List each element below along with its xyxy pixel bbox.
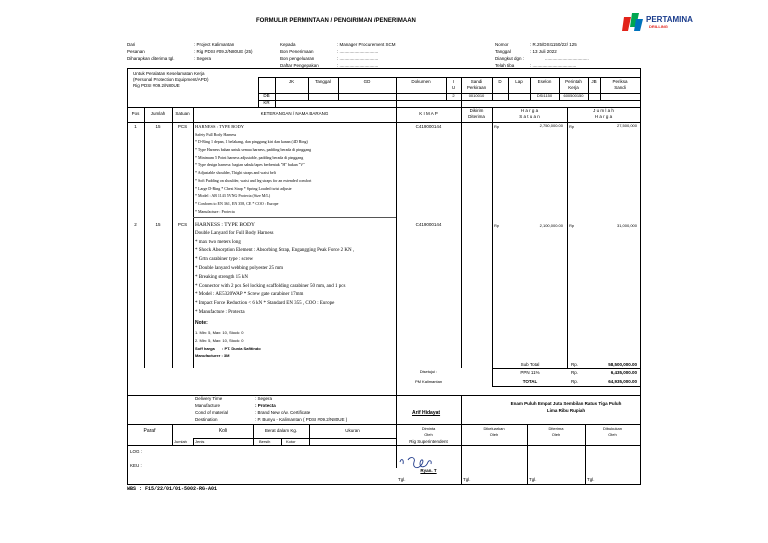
- total-value: 64,935,000.00: [608, 379, 637, 384]
- note-line: 2. Min: 5, Max: 10, Stock: 0: [195, 338, 244, 343]
- item-rp: Rp: [569, 223, 575, 228]
- small-table-row-label: KR: [263, 100, 270, 105]
- col-kimap-header: K I M A P: [419, 111, 438, 116]
- header-label: Diangkut dgn :: [495, 56, 525, 61]
- rig-sup-label: Rig Superintendent: [409, 439, 448, 444]
- bersih-subheader: Bersih: [259, 439, 271, 444]
- item-line: * Soft Padding on shoulder, waist and leg straps for an extended comfort: [195, 177, 312, 183]
- item-total: 27,500,000: [616, 123, 637, 128]
- delivery-label: Manufacture: [195, 403, 221, 408]
- item-line: Safety Full Body Harness: [195, 131, 237, 137]
- header-value: : Rig PDSI #09.2/N80UE (25): [194, 49, 253, 54]
- small-table-header: Tanggal: [315, 79, 331, 84]
- item-kimap: C419000144: [415, 222, 442, 227]
- small-table-header: D: [498, 79, 502, 84]
- item-kimap: C419000144: [415, 124, 442, 129]
- delivery-label: Destination: [195, 417, 218, 422]
- item-rp: Rp: [494, 124, 500, 129]
- small-table-row-label: DB: [263, 93, 270, 98]
- jumlah-subheader: Jumlah: [174, 439, 187, 444]
- total-rp: Rp.: [571, 379, 579, 384]
- header-label: Telah tiba: [495, 63, 515, 68]
- header-value: : ...............................: [337, 56, 379, 61]
- note-soft-harga-label: Soff harga: [195, 346, 215, 351]
- header-label: Diharapkan diterima tgl.: [127, 56, 175, 61]
- subtotal-rp: Rp.: [571, 362, 579, 367]
- purpose-line: Rig PDSI #09.2/N80UE: [133, 83, 180, 88]
- rig-sup-name: Ryan. T: [420, 468, 437, 473]
- header-value: : Segera: [194, 56, 212, 61]
- col-dikirim-header: Dikirim Diterima: [468, 108, 485, 120]
- signer-name: Arif Hidayat: [412, 410, 441, 416]
- small-table-cell: 0010010: [468, 93, 485, 98]
- header-label: Kepada: [280, 42, 296, 47]
- col-keterangan-header: KETERANGAN / NAMA BARANG: [260, 111, 329, 116]
- ppn-value: 6,435,000.00: [610, 370, 637, 375]
- item-description: [195, 222, 354, 319]
- item-description: [195, 124, 311, 216]
- purpose-line: (Personal Protection Equipment/APD): [133, 77, 209, 82]
- item-line: * Type design harness: bagian sabuk/tapes berbentuk "H" bukan "V": [195, 162, 305, 168]
- approved-label: Disetujui :: [419, 369, 438, 374]
- keu-label: KEU :: [130, 463, 142, 468]
- item-line: HARNESS : TYPE BODY: [195, 222, 255, 228]
- item-line: * Grtn carabiner type : screw: [195, 257, 254, 263]
- subtotal-label: Sub Total: [520, 362, 540, 367]
- header-label: Tanggal: [495, 49, 511, 54]
- item-line: * Connector with 2 pcs Sel locking scaffolding carabiner 50 mm, and 1 pcs: [195, 283, 346, 289]
- note-manufacturer: Manufacturer : 3M: [195, 353, 230, 358]
- delivery-label: Delivery Time: [195, 396, 223, 401]
- item-pos: 2: [134, 222, 137, 227]
- header-value: : ...................................: [530, 63, 577, 68]
- small-table-header: JK: [288, 79, 295, 84]
- dikeluarkan-header: Dikeluarkan Oleh: [483, 426, 505, 437]
- item-line: * Type Harness bahan untuk semua harness, padding berada di pinggang: [195, 147, 312, 153]
- item-rp: Rp: [569, 124, 575, 129]
- small-table-header: Eselon: [537, 79, 552, 84]
- small-table-header: Periksa Sandi: [612, 79, 628, 91]
- col-jumlah-harga-header: J u m l a h H a r g a: [593, 108, 614, 120]
- item-line: * Shock Absorption Element : Absorbing Strap, Engangging Peak Force 2 KN ,: [195, 248, 355, 254]
- item-line: * Model : AB 1143 5VNG Protecta (Size M/L): [195, 193, 271, 199]
- tgl-label: Tgl.: [587, 477, 595, 482]
- small-table-header: Dokumen: [411, 79, 431, 84]
- item-line: * Large D-Ring * Chest Strap * Spring Loaded twist adjuste: [195, 185, 292, 191]
- kotor-subheader: Kotor: [286, 439, 296, 444]
- small-table-header: Sandi Perkiraan: [466, 79, 487, 91]
- item-line: * Impact Force Reduction < 6 kN * Standard EN 355 , COO : Europe: [195, 301, 335, 307]
- header-label: Daftar Pengepakan: [280, 63, 319, 68]
- paraf-header: Paraf: [143, 428, 156, 434]
- item-qty: 15: [155, 124, 161, 129]
- small-table-cell: DSI1150: [536, 93, 553, 98]
- delivery-value: : Brand New c/w. Certificate: [255, 410, 311, 415]
- pertamina-logo-icon: [622, 11, 644, 33]
- item-line: * Breaking strength 15 kN: [195, 274, 249, 280]
- header-label: Dari: [127, 42, 136, 47]
- small-table-header: I U: [451, 79, 456, 91]
- item-line: * Model : AE5320WAP * Screw gate carabiner 17mm: [195, 292, 304, 298]
- col-pos-header: Pos: [131, 111, 140, 116]
- item-line: * Manufacture : Protecta: [195, 309, 245, 315]
- total-label: TOTAL: [522, 379, 538, 384]
- koli-header: Koli: [218, 428, 228, 434]
- item-pos: 1: [134, 124, 137, 129]
- item-harga: 2,750,000.00: [539, 123, 563, 128]
- header-label: Pesanan: [127, 49, 145, 54]
- item-qty: 15: [155, 222, 161, 227]
- subtotal-value: 58,500,000.00: [608, 362, 637, 367]
- approved-value: PM Kalimantan: [414, 379, 443, 384]
- diminta-header: Diminta Oleh: [421, 426, 436, 437]
- item-line: HARNESS : TYPE BODY: [195, 124, 245, 129]
- header-value: : Manager Procurement SCM: [337, 42, 396, 47]
- item-line: * Manufacture : Protecta: [195, 208, 235, 214]
- col-jumlah-header: Jumlah: [150, 111, 166, 116]
- header-label: Nomor: [495, 42, 509, 47]
- delivery-value: : Segera: [255, 396, 273, 401]
- jenis-subheader: Jenis: [195, 439, 205, 444]
- header-label: Bon Penerimaan: [280, 49, 314, 54]
- header-value: : ...............................: [337, 49, 379, 54]
- pertamina-logo: PERTAMINA DRILLING: [622, 9, 712, 35]
- delivery-value: : Protecta: [255, 403, 276, 408]
- item-line: * Conform to EN 361, EN 358, CE * COO : Europe: [195, 200, 279, 206]
- delivery-label: Cond of material: [195, 410, 229, 415]
- item-total: 31,000,000: [616, 223, 637, 228]
- col-satuan-header: Satuan: [175, 111, 190, 116]
- header-value: : Project Kalimantan: [194, 42, 235, 47]
- item-rp: Rp: [494, 223, 500, 228]
- note-soft-harga-value: : PT. Dunia Safitindo: [222, 346, 261, 351]
- ukuran-header: Ukuran: [345, 428, 360, 433]
- ppn-label: PPN 11%: [520, 370, 540, 375]
- small-table-header: Lap: [515, 79, 523, 84]
- col-harga-satuan-header: H a r g a S a t u a n: [519, 108, 540, 120]
- note-line: 1. Min: 5, Max: 10, Stock: 0: [195, 330, 244, 335]
- small-table-cell: 2: [452, 93, 455, 98]
- item-line: * Adjustable shoulder, Thight straps and waist belt: [195, 170, 276, 176]
- small-table-header: Perintah Kerja: [565, 79, 582, 91]
- berat-header: Berat dalam Kg.: [264, 428, 298, 433]
- tgl-label: Tgl.: [463, 477, 471, 482]
- small-table-cell: 600500150: [563, 93, 584, 98]
- ppn-rp: Rp.: [571, 370, 579, 375]
- note-title: Note:: [195, 320, 208, 326]
- small-table-header: JB: [591, 79, 597, 84]
- dibukukan-header: Dibukukan Oleh: [603, 426, 622, 437]
- item-unit: PCS: [177, 124, 188, 129]
- diterima-header: Diterima Oleh: [548, 426, 564, 437]
- item-line: * Minimum 5 Point harness adjustable, padding berada di pinggang: [195, 154, 304, 160]
- item-line: Double Lanyard for Full Body Harness: [195, 230, 274, 236]
- form-title: FORMULIR PERMINTAAN / PENGIRIMAN /PENERIMAAN: [256, 18, 416, 24]
- tgl-label: Tgl.: [529, 477, 537, 482]
- header-value: : R.25/DSI1150/22/ 125: [530, 42, 577, 47]
- item-unit: PCS: [177, 222, 188, 227]
- delivery-value: : P. Bunyu - Kalimantan ( PDSI #09.2/N80UE ): [255, 417, 348, 422]
- item-line: * D-Ring 1 depan, 1 belakang, dan pinggang kiri dan kanan (4D Ring): [195, 139, 308, 145]
- item-harga: 2,100,000.00: [539, 223, 563, 228]
- amount-in-words: Enam Puluh Empat Juta Sembilan Ratus Tiga Puluh Lima Ribu Rupiah: [510, 401, 622, 414]
- document-code: WBS : F15/22/01/01-5002-RG-A01: [127, 486, 218, 492]
- purpose-line: Untuk Peralatan Keselamatan Kerja: [133, 71, 205, 76]
- header-label: Bon pengeluaran: [280, 56, 315, 61]
- log-label: LOG :: [130, 449, 143, 454]
- small-table-header: GD: [363, 79, 371, 84]
- header-value: : 13 Juli 2022: [530, 49, 557, 54]
- header-value: ...................................: [545, 56, 589, 61]
- header-value: : ...............................: [337, 63, 379, 68]
- item-line: * Double lanyard webbing polyester 25 mm: [195, 265, 284, 271]
- tgl-label: Tgl.: [398, 477, 406, 482]
- item-line: * max two meters long: [195, 239, 241, 245]
